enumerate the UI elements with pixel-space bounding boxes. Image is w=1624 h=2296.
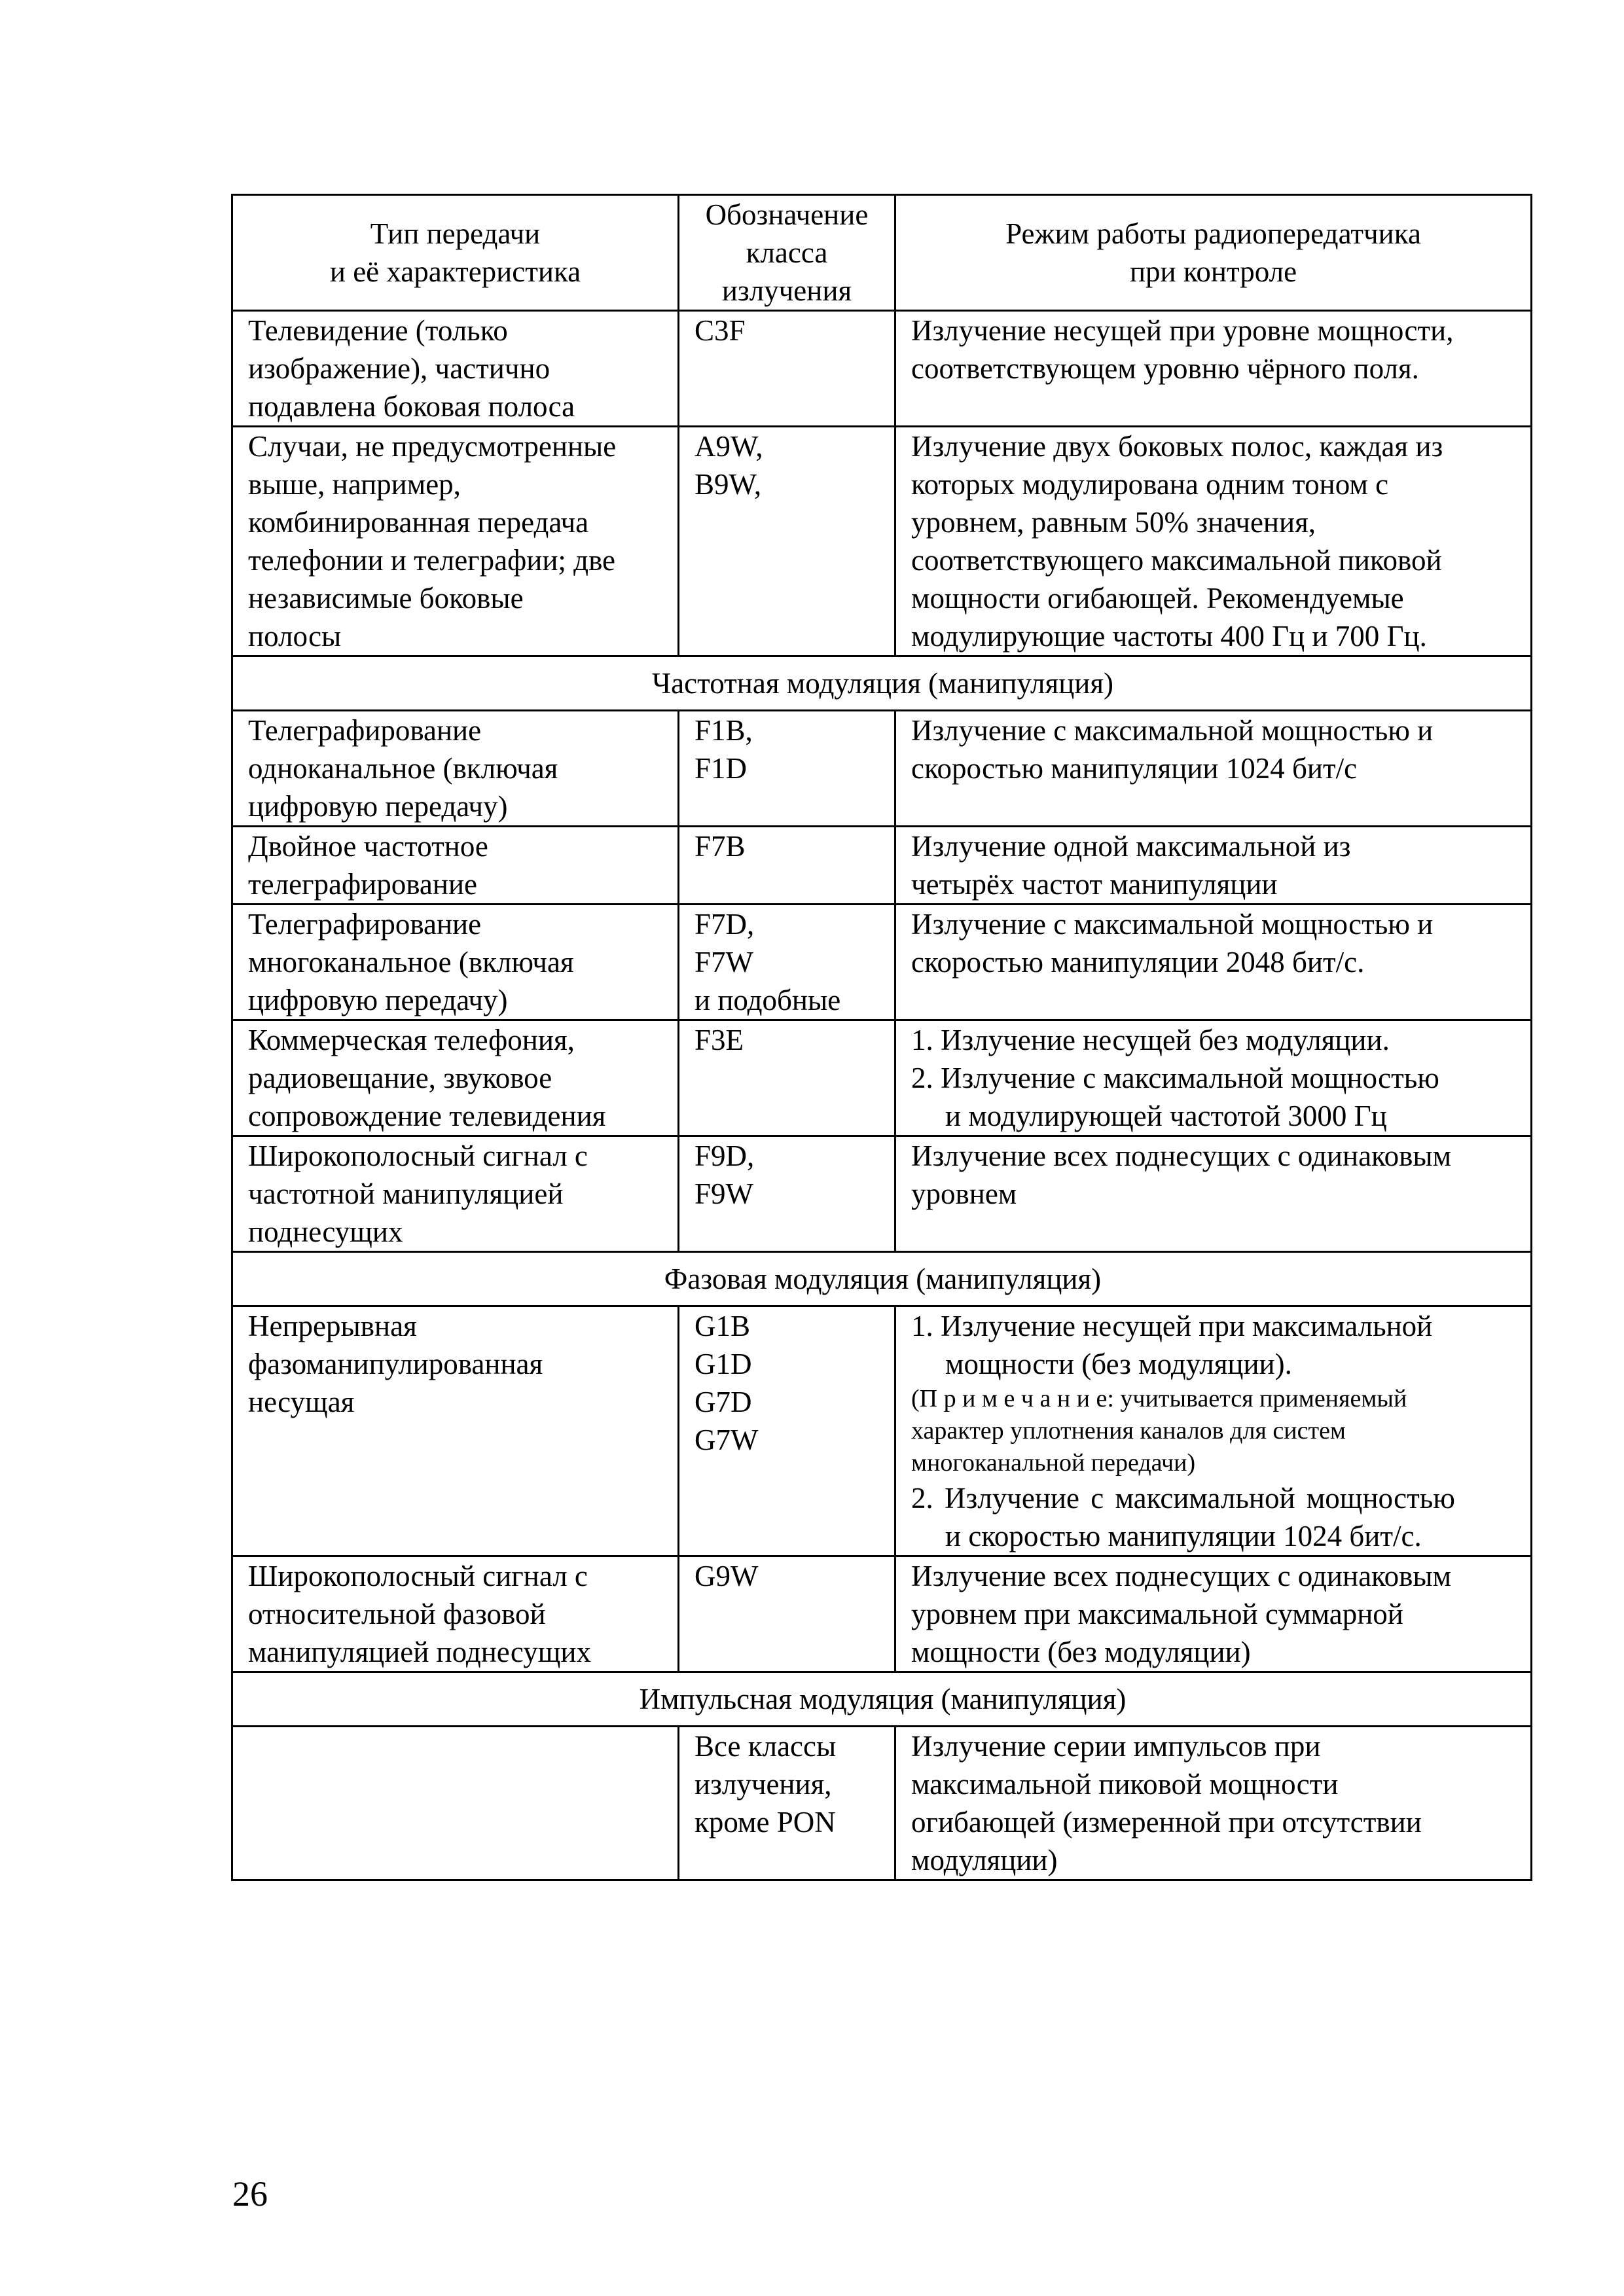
cell-type: Случаи, не предусмотренные выше, например, комбинированная передача телефонии и телеграфии; две независимые боковые полосы (232, 427, 679, 656)
section-row-phase-modulation (232, 1252, 1532, 1306)
cell-mode: Излучение с максимальной мощностью и скоростью манипуляции 2048 бит/с. (895, 905, 1532, 1020)
cell-type: Коммерческая телефония, радиовещание, звуковое сопровождение телевидения (232, 1020, 679, 1136)
section-row-frequency-modulation (232, 656, 1532, 711)
header-emission-class: Обозначение класса излучения (679, 195, 895, 311)
cell-class: F3E (679, 1020, 895, 1136)
table-row (232, 905, 1532, 1020)
section-title: Фазовая модуляция (манипуляция) (232, 1252, 1532, 1306)
cell-type: Двойное частотное телеграфирование (232, 827, 679, 905)
page-number: 26 (232, 2174, 268, 2214)
table-row (232, 1306, 1532, 1556)
table-row (232, 1556, 1532, 1672)
cell-mode: Излучение несущей при уровне мощности, соответствующем уровню чёрного поля. (895, 311, 1532, 427)
table-row (232, 1727, 1532, 1880)
emission-class-table (231, 194, 1532, 1881)
cell-class: F9D, F9W (679, 1136, 895, 1252)
table-row (232, 311, 1532, 427)
cell-class: F1B, F1D (679, 711, 895, 827)
cell-type: Широкополосный сигнал с частотной манипуляцией поднесущих (232, 1136, 679, 1252)
cell-mode: Излучение серии импульсов при максимальной пиковой мощности огибающей (измеренной при отсутствии модуляции) (895, 1727, 1532, 1880)
cell-type: Широкополосный сигнал с относительной фазовой манипуляцией поднесущих (232, 1556, 679, 1672)
cell-class: G9W (679, 1556, 895, 1672)
cell-mode: Излучение всех поднесущих с одинаковым уровнем при максимальной суммарной мощности (без модуляции) (895, 1556, 1532, 1672)
table-row (232, 427, 1532, 656)
section-row-pulse-modulation (232, 1672, 1532, 1727)
cell-class: F7B (679, 827, 895, 905)
cell-type: Непрерывная фазоманипулированная несущая (232, 1306, 679, 1556)
cell-type: Телеграфирование одноканальное (включая цифровую передачу) (232, 711, 679, 827)
table-row (232, 827, 1532, 905)
cell-class: G1B G1D G7D G7W (679, 1306, 895, 1556)
section-title: Частотная модуляция (манипуляция) (232, 656, 1532, 711)
cell-class: F7D, F7W и подобные (679, 905, 895, 1020)
cell-class: Все классы излучения, кроме PON (679, 1727, 895, 1880)
note: (П р и м е ч а н и е: учитывается применяемый (911, 1385, 1407, 1412)
cell-mode: Излучение с максимальной мощностью и скоростью манипуляции 1024 бит/с (895, 711, 1532, 827)
cell-mode: Излучение двух боковых полос, каждая из которых модулирована одним тоном с уровнем, равным 50% значения, соответствующего максимальной пиковой мощности огибающей. Рекомендуемые модулирующие частоты 400 Гц и 700 Гц. (895, 427, 1532, 656)
cell-class: C3F (679, 311, 895, 427)
table-row (232, 1020, 1532, 1136)
header-transmitter-mode: Режим работы радиопередатчика при контроле (895, 195, 1532, 311)
table-row (232, 1136, 1532, 1252)
cell-mode: 1. Излучение несущей при максимальной мощности (без модуляции). (П р и м е ч а н и е: учитывается применяемый характер уплотнения каналов для систем многоканальной передачи) 2. Излучение с максимальной мощностью и скоростью манипуляции 1024 бит/с. (895, 1306, 1532, 1556)
table-header-row (232, 195, 1532, 311)
cell-type: Телевидение (только изображение), частично подавлена боковая полоса (232, 311, 679, 427)
cell-mode: Излучение одной максимальной из четырёх частот манипуляции (895, 827, 1532, 905)
cell-type: Телеграфирование многоканальное (включая цифровую передачу) (232, 905, 679, 1020)
cell-mode: Излучение всех поднесущих с одинаковым уровнем (895, 1136, 1532, 1252)
table-row (232, 711, 1532, 827)
header-transmission-type: Тип передачи и её характеристика (232, 195, 679, 311)
note-label: (П р и м е ч а н и е: (911, 1385, 1114, 1412)
cell-type (232, 1727, 679, 1880)
cell-mode: 1. Излучение несущей без модуляции. 2. Излучение с максимальной мощностью и модулирующей частотой 3000 Гц (895, 1020, 1532, 1136)
cell-class: A9W, B9W, (679, 427, 895, 656)
section-title: Импульсная модуляция (манипуляция) (232, 1672, 1532, 1727)
